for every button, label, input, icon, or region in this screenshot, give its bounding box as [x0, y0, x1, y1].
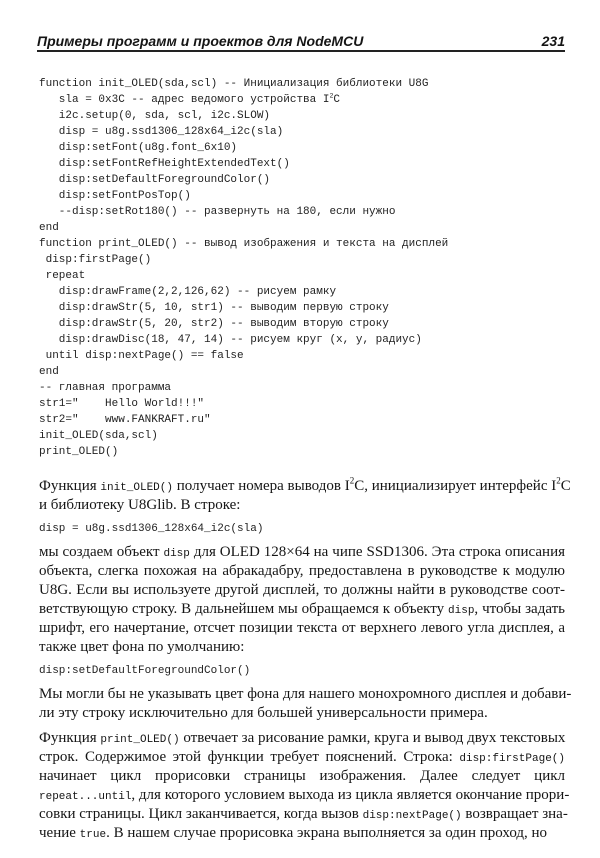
text-run: , для которого условием выхода из цикла является окончание прори-: [131, 787, 570, 803]
text-run: Функция: [39, 730, 101, 746]
code-line: [39, 380, 565, 396]
text-run: end: [39, 366, 59, 378]
text-line: [39, 638, 565, 657]
code-line: [39, 108, 565, 124]
text-run: Мы могли бы не указывать цвет фона для нашего монохромного дисплея и добави-: [39, 686, 572, 702]
code-snippet-foreground: [39, 663, 565, 679]
text-run: disp = u8g.ssd1306_128x64_i2c(sla): [39, 523, 264, 535]
text-run: --disp:setRot180() -- развернуть на 180, если нужно: [39, 206, 396, 218]
text-run: . В нашем случае прорисовка экрана выполняется за один проход, но: [106, 825, 548, 841]
code-line: [39, 428, 565, 444]
code-line: [39, 252, 565, 268]
text-run: начинает цикл прорисовки страницы изображения. Далее следует цикл: [39, 768, 565, 784]
text-run: C: [560, 478, 571, 494]
code-line: [39, 364, 565, 380]
text-line: [39, 704, 565, 723]
code-listing: [39, 76, 565, 460]
text-line: [39, 562, 565, 581]
code-line: [39, 124, 565, 140]
code-line: [39, 236, 565, 252]
text-run: U8G. Если вы используете другой дисплей, то должны найти в руководстве соот-: [39, 582, 565, 598]
code-line: [39, 300, 565, 316]
code-line: [39, 412, 565, 428]
code-line: [39, 156, 565, 172]
code-line: [39, 92, 565, 108]
code-line: [39, 76, 565, 92]
text-line: [39, 767, 565, 786]
text-line: [39, 600, 565, 619]
code-line: [39, 268, 565, 284]
inline-code: repeat...until: [39, 791, 132, 803]
text-line: [39, 824, 565, 843]
text-line: [39, 475, 571, 496]
text-run: ветствующую строку. В дальнейшем мы обращаемся к объекту: [39, 601, 449, 617]
inline-code: print_OLED(): [100, 734, 180, 746]
paragraph-print-oled: [39, 729, 570, 843]
code-snippet-disp: [39, 521, 565, 537]
text-run: disp:setDefaultForegroundColor(): [39, 665, 251, 677]
paragraph-disp-object: [39, 543, 565, 657]
text-run: C: [333, 94, 341, 106]
paragraph-background-note: [39, 685, 572, 723]
text-run: для OLED 128×64 на чипе SSD1306. Эта строка описания: [189, 544, 565, 560]
text-run: disp:firstPage(): [39, 254, 152, 266]
text-line: [39, 543, 565, 562]
text-run: disp:setFontPosTop(): [39, 190, 191, 202]
text-run: ли эту строку исключительно для большей универсальности примера.: [39, 705, 488, 721]
inline-code: disp:nextPage(): [362, 810, 462, 822]
text-run: sla = 0x3C -- адрес ведомого устройства I: [39, 94, 330, 106]
text-run: шрифт, его начертание, отсчет позиции текста от верхнего левого угла дисплея, а: [39, 620, 565, 636]
text-line: [39, 496, 565, 515]
code-line: [39, 172, 565, 188]
code-line: [39, 220, 565, 236]
code-line: [39, 663, 565, 679]
text-run: disp:setDefaultForegroundColor(): [39, 174, 271, 186]
text-line: [39, 729, 565, 748]
text-run: i2c.setup(0, sda, scl, i2c.SLOW): [39, 110, 271, 122]
text-line: [39, 748, 565, 767]
running-header: [37, 32, 565, 52]
text-run: Функция: [39, 478, 101, 494]
code-line: [39, 140, 565, 156]
code-line: [39, 396, 565, 412]
text-run: C, инициализирует интерфейс I: [354, 478, 557, 494]
code-line: [39, 444, 565, 460]
superscript: 2: [329, 92, 334, 100]
text-line: [39, 685, 572, 704]
text-line: [39, 786, 570, 805]
text-run: , чтобы задать: [474, 601, 565, 617]
text-run: также цвет фона по умолчанию:: [39, 639, 245, 655]
text-run: строк. Содержимое этой функции требует пояснений. Строка:: [39, 749, 460, 765]
text-run: disp:drawFrame(2,2,126,62) -- рисуем рамку: [39, 286, 337, 298]
text-run: -- главная программа: [39, 382, 172, 394]
text-run: возвращает зна-: [461, 806, 568, 822]
text-run: function init_OLED(sda,scl) -- Инициализация библиотеки U8G: [39, 78, 429, 90]
code-line: [39, 521, 565, 537]
superscript: 2: [556, 475, 561, 486]
code-line: [39, 348, 565, 364]
text-run: print_OLED(): [39, 446, 119, 458]
text-line: [39, 581, 565, 600]
inline-code: true: [79, 829, 107, 841]
code-line: [39, 204, 565, 220]
text-run: init_OLED(sda,scl): [39, 430, 158, 442]
page-number: 231: [541, 33, 565, 49]
text-run: disp:drawStr(5, 20, str2) -- выводим вторую строку: [39, 318, 389, 330]
text-run: и библиотеку U8Glib. В строке:: [39, 497, 241, 513]
inline-code: disp: [163, 548, 190, 560]
paragraph-init-oled: [39, 475, 571, 515]
text-run: disp:drawStr(5, 10, str1) -- выводим первую строку: [39, 302, 389, 314]
text-run: отвечает за рисование рамки, круга и вывод двух текстовых: [179, 730, 566, 746]
text-run: disp:setFontRefHeightExtendedText(): [39, 158, 290, 170]
superscript: 2: [349, 475, 355, 486]
text-run: until disp:nextPage() == false: [39, 350, 244, 362]
text-run: str1=" Hello World!!!": [39, 398, 205, 410]
text-run: str2=" www.FANKRAFT.ru": [39, 414, 211, 426]
code-line: [39, 332, 565, 348]
text-run: чение: [39, 825, 80, 841]
text-run: объекта, слегка похожая на абракадабру, предоставлена в руководстве к модулю: [39, 563, 565, 579]
text-run: repeat: [39, 270, 86, 282]
text-run: мы создаем объект: [39, 544, 164, 560]
inline-code: disp:firstPage(): [459, 753, 565, 765]
text-run: function print_OLED() -- вывод изображения и текста на дисплей: [39, 238, 449, 250]
text-run: disp = u8g.ssd1306_128x64_i2c(sla): [39, 126, 284, 138]
code-line: [39, 188, 565, 204]
header-title: Примеры программ и проектов для NodeMCU: [37, 33, 364, 49]
text-run: disp:drawDisc(18, 47, 14) -- рисуем круг (x, y, радиус): [39, 334, 422, 346]
page-body: [39, 76, 572, 843]
text-run: end: [39, 222, 59, 234]
text-line: [39, 805, 568, 824]
inline-code: init_OLED(): [100, 482, 173, 494]
text-run: disp:setFont(u8g.font_6x10): [39, 142, 238, 154]
code-line: [39, 316, 565, 332]
code-line: [39, 284, 565, 300]
text-run: получает номера выводов I: [173, 478, 350, 494]
text-line: [39, 619, 565, 638]
inline-code: disp: [448, 605, 475, 617]
text-run: совки страницы. Цикл заканчивается, когда вызов: [39, 806, 363, 822]
